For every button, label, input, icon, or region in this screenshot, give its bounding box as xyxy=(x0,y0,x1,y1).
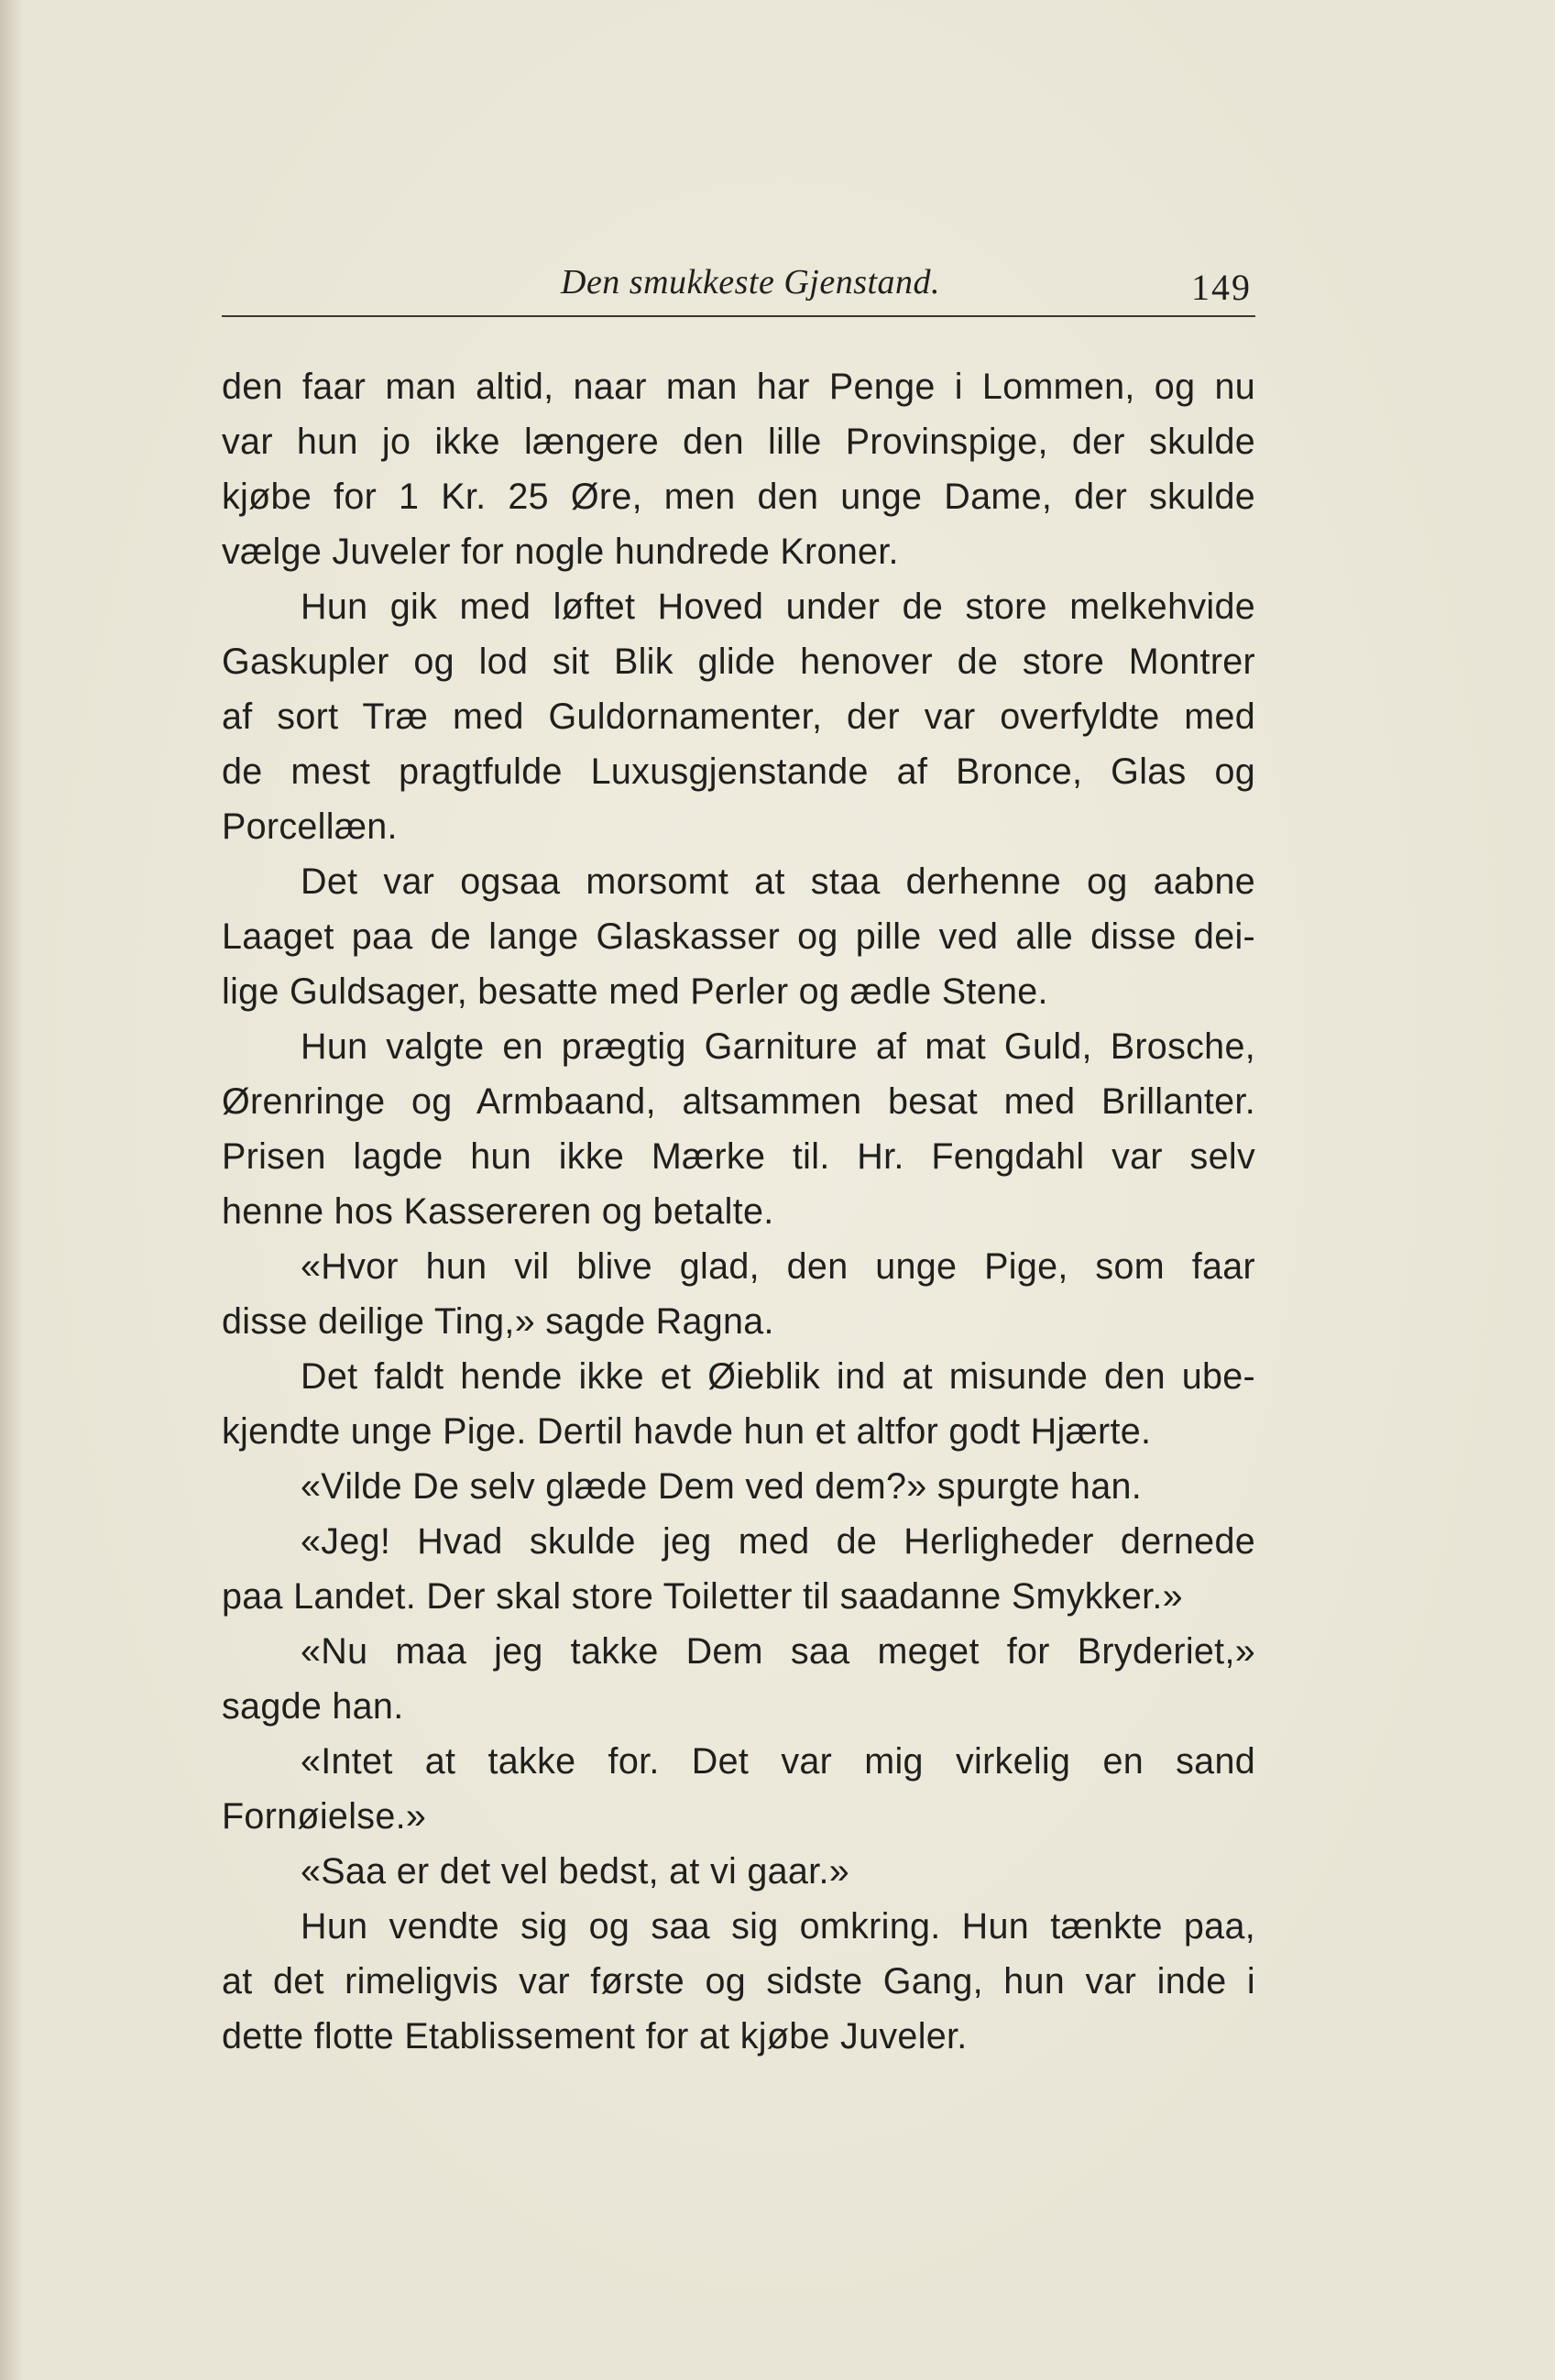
paragraph xyxy=(222,1239,1255,1349)
text-line: Det var ogsaa morsomt at staa derhenne og aabne xyxy=(301,861,1255,902)
paragraph xyxy=(222,1734,1255,1844)
paragraph xyxy=(222,1349,1255,1459)
paragraph xyxy=(222,1624,1255,1734)
page-number: 149 xyxy=(1191,267,1252,308)
text-line: kjøbe for 1 Kr. 25 Øre, men den unge Dame, der skulde xyxy=(222,477,1255,517)
text-line: Gaskupler og lod sit Blik glide henover de store Montrer xyxy=(222,642,1255,682)
binding-shadow xyxy=(0,0,24,2380)
text-line: Fornøielse.» xyxy=(222,1796,427,1837)
paragraph xyxy=(222,1899,1255,2064)
text-line: at det rimeligvis var første og sidste Gang, hun var inde i xyxy=(222,1961,1255,2002)
text-line: disse deilige Ting,» sagde Ragna. xyxy=(222,1301,774,1342)
paragraph xyxy=(222,359,1255,579)
text-line: vælge Juveler for nogle hundrede Kroner. xyxy=(222,532,899,572)
running-header xyxy=(222,262,1255,315)
paragraph xyxy=(222,1459,1255,1514)
text-line: Ørenringe og Armbaand, altsammen besat med Brillanter. xyxy=(222,1081,1255,1122)
text-line: Det faldt hende ikke et Øieblik ind at misunde den ube- xyxy=(301,1356,1255,1397)
text-line: henne hos Kassereren og betalte. xyxy=(222,1191,774,1232)
text-line: sagde han. xyxy=(222,1686,404,1727)
text-line: «Saa er det vel bedst, at vi gaar.» xyxy=(301,1851,849,1892)
header-rule xyxy=(222,315,1255,317)
text-line: Hun vendte sig og saa sig omkring. Hun tænkte paa, xyxy=(301,1906,1255,1947)
paragraph xyxy=(222,854,1255,1019)
text-line: Laaget paa de lange Glaskasser og pille ved alle disse dei- xyxy=(222,916,1255,957)
paragraph xyxy=(222,1514,1255,1624)
text-line: paa Landet. Der skal store Toiletter til saadanne Smykker.» xyxy=(222,1576,1183,1617)
text-line: af sort Træ med Guldornamenter, der var overfyldte med xyxy=(222,696,1255,737)
text-line: Hun gik med løftet Hoved under de store melkehvide xyxy=(301,587,1255,627)
text-line: «Hvor hun vil blive glad, den unge Pige, som faar xyxy=(301,1246,1255,1287)
paragraph xyxy=(222,1844,1255,1899)
text-line: var hun jo ikke længere den lille Provinspige, der skulde xyxy=(222,422,1255,462)
text-line: Prisen lagde hun ikke Mærke til. Hr. Fengdahl var selv xyxy=(222,1136,1255,1177)
text-line: kjendte unge Pige. Dertil havde hun et altfor godt Hjærte. xyxy=(222,1411,1152,1452)
text-line: «Jeg! Hvad skulde jeg med de Herligheder dernede xyxy=(301,1521,1255,1562)
paragraph xyxy=(222,579,1255,854)
running-title: Den smukkeste Gjenstand. xyxy=(561,263,941,302)
text-line: dette flotte Etablissement for at kjøbe Juveler. xyxy=(222,2016,968,2056)
body-text xyxy=(222,359,1255,2064)
paragraph xyxy=(222,1019,1255,1239)
text-line: Porcellæn. xyxy=(222,806,398,847)
text-line: de mest pragtfulde Luxusgjenstande af Bronce, Glas og xyxy=(222,751,1255,792)
text-line: «Vilde De selv glæde Dem ved dem?» spurgte han. xyxy=(301,1466,1143,1507)
text-line: lige Guldsager, besatte med Perler og ædle Stene. xyxy=(222,971,1048,1012)
text-line: den faar man altid, naar man har Penge i Lommen, og nu xyxy=(222,367,1255,407)
text-line: «Nu maa jeg takke Dem saa meget for Bryderiet,» xyxy=(301,1631,1255,1672)
text-line: Hun valgte en prægtig Garniture af mat Guld, Brosche, xyxy=(301,1026,1255,1067)
text-line: «Intet at takke for. Det var mig virkelig en sand xyxy=(301,1741,1255,1782)
